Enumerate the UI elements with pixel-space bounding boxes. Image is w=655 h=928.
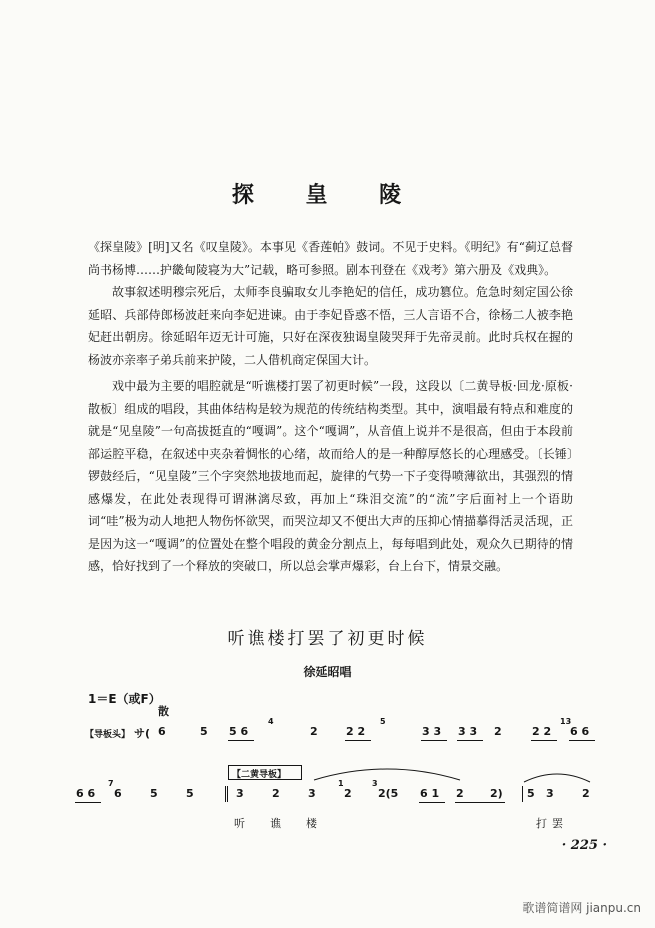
note: 6 6 xyxy=(76,787,96,800)
beam xyxy=(531,740,557,741)
row-label: 【导板头】 xyxy=(85,730,131,740)
grace-number: 5 xyxy=(380,717,386,726)
watermark: 歌谱简谱网 jianpu.cn xyxy=(522,901,641,915)
lyric-char: 谯 xyxy=(270,817,281,830)
barline xyxy=(522,786,523,802)
note: 2 xyxy=(272,787,280,800)
beam xyxy=(457,740,483,741)
song-title: 听谯楼打罢了初更时候 xyxy=(227,629,428,649)
lyric-char: 楼 xyxy=(306,817,317,830)
page-title: 探 皇 陵 xyxy=(231,183,424,208)
row-label: 【二黄导板】 xyxy=(232,770,287,780)
beam xyxy=(228,740,254,741)
beam xyxy=(421,740,447,741)
paragraph-intro: 《探皇陵》[明]又名《叹皇陵》。本事见《香莲帕》鼓词。不见于史料。《明纪》有“蓟辽总督尚书杨博……护畿甸陵寝为大”记载，略可参照。剧本刊登在《戏考》第六册及《戏典》。 xyxy=(88,240,573,277)
grace-number: 4 xyxy=(268,717,274,726)
beam xyxy=(75,802,101,803)
beam xyxy=(419,802,445,803)
paragraph-story: 故事叙述明穆宗死后，太师李良骗取女儿李艳妃的信任，成功篡位。危急时刻定国公徐延昭、兵部侍郎杨波赶来向李妃进谏。由于李妃昏惑不悟，三人言语不合，徐杨二人被李艳妃赶出朝房。徐延昭年迈无计可施，只好在深夜独谒皇陵哭拜于先帝灵前。此时兵权在握的杨波亦亲率子弟兵前来护陵，二人借机商定保国大计。 xyxy=(88,285,573,367)
note: 6 xyxy=(158,725,166,738)
note: 5 6 xyxy=(229,725,249,738)
barline xyxy=(227,786,228,802)
note: 3 3 xyxy=(422,725,442,738)
note: 6 6 xyxy=(570,725,590,738)
slur xyxy=(312,764,462,782)
note: 2 2 xyxy=(346,725,366,738)
grace-number: 3 xyxy=(372,779,378,788)
note: 2 xyxy=(582,787,590,800)
paragraph-analysis: 戏中最为主要的唱腔就是“听谯楼打罢了初更时候”一段，这段以〔二黄导板·回龙·原板·散板〕组成的唱段，其曲体结构是较为规范的传统结构类型。其中，演唱最有特点和难度的就是“见皇陵”一句高拔挺直的“嘎调”。这个“嘎调”，从音值上说并不是很高，但由于本段前部运腔平稳，在叙述中夹杂着惆怅的心绪，故而给人的是一种醇厚悠长的心理感受。〔长锤〕锣鼓经后，“见皇陵”三个字突然地拔地而起，旋律的气势一下子变得喷薄欲出，其强烈的情感爆发，在此处表现得可谓淋漓尽致，再加上“珠泪交流”的“流”字后面衬上一个语助词“哇”极为动人地把人物伤怀欲哭，而哭泣却又不便出大声的压抑心情描摹得活灵活现，正是因为这一“嘎调”的位置处在整个唱段的黄金分割点上，每每唱到此处，观众久已期待的情感，恰好找到了一个释放的突破口，所以总会掌声爆彩，台上台下，情景交融。 xyxy=(88,379,573,573)
note: 2) xyxy=(490,787,503,800)
lyric-char: 罢 xyxy=(552,817,563,830)
beam xyxy=(345,740,371,741)
note: 3 xyxy=(236,787,244,800)
grace-number: 1 xyxy=(338,779,344,788)
note: 2 xyxy=(494,725,502,738)
key-signature: 1＝E（或F） xyxy=(88,692,161,706)
grace-number: 13 xyxy=(560,717,572,726)
beam xyxy=(455,802,505,803)
note: 3 3 xyxy=(458,725,478,738)
note: 3 xyxy=(546,787,554,800)
note: 6 1 xyxy=(420,787,440,800)
note: 2 2 xyxy=(532,725,552,738)
note: 5 xyxy=(200,725,208,738)
note: 5 xyxy=(527,787,535,800)
note: 2(5 xyxy=(378,787,399,800)
grace-number: 7 xyxy=(108,779,114,788)
lyric-char: 打 xyxy=(536,817,547,830)
tempo-marking: 散 xyxy=(158,705,169,718)
note: 2 xyxy=(310,725,318,738)
note: 3 xyxy=(308,787,316,800)
note: 6 xyxy=(114,787,122,800)
note: 5 xyxy=(186,787,194,800)
note: 2 xyxy=(344,787,352,800)
slur xyxy=(522,770,592,784)
beam xyxy=(569,740,595,741)
barline xyxy=(225,786,226,802)
row-prefix: サ( xyxy=(134,727,151,740)
note: 2 xyxy=(456,787,464,800)
song-singer: 徐延昭唱 xyxy=(303,665,352,679)
lyric-char: 听 xyxy=(234,817,245,830)
page-number: · 225 · xyxy=(561,838,607,853)
note: 5 xyxy=(150,787,158,800)
